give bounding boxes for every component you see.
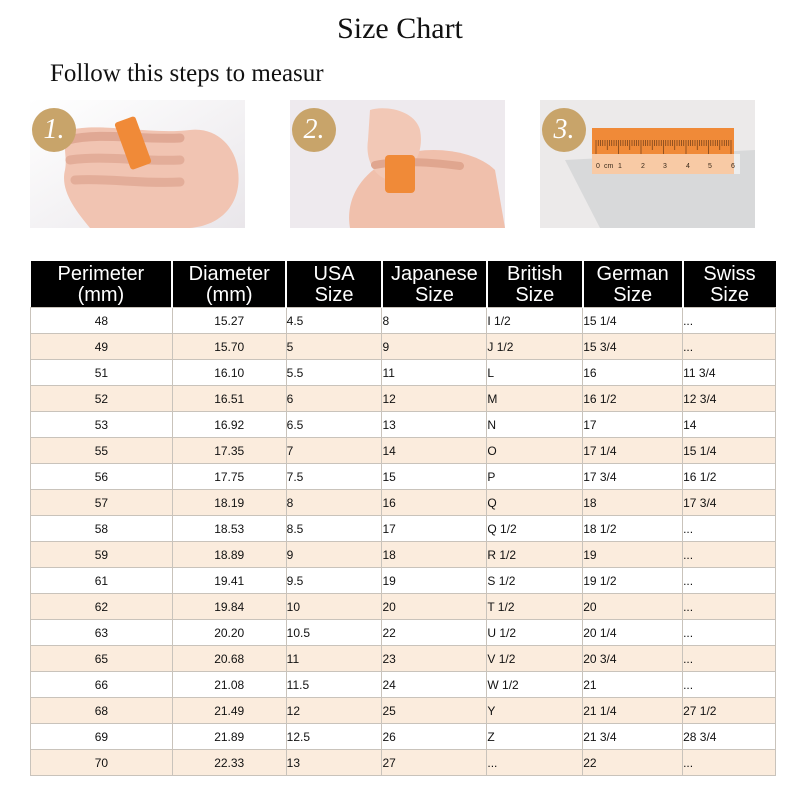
table-cell: ... xyxy=(683,568,776,594)
ruler-label: 3 xyxy=(663,163,667,170)
table-row xyxy=(31,542,776,568)
column-header-line1: USA xyxy=(313,263,355,285)
table-cell: 16 xyxy=(382,490,487,516)
table-row xyxy=(31,334,776,360)
table-cell: 11 3/4 xyxy=(683,360,776,386)
column-header-line2: Size xyxy=(515,284,555,306)
column-header xyxy=(172,261,286,308)
table-cell: 24 xyxy=(382,672,487,698)
table-cell: 8 xyxy=(382,308,487,334)
ruler-label: 5 xyxy=(708,163,712,170)
table-cell: T 1/2 xyxy=(487,594,583,620)
table-row xyxy=(31,360,776,386)
table-cell: 27 xyxy=(382,750,487,776)
table-cell: Q xyxy=(487,490,583,516)
column-header-line2: (mm) xyxy=(77,284,125,306)
table-row xyxy=(31,724,776,750)
table-cell: 11.5 xyxy=(286,672,382,698)
table-cell: 5 xyxy=(286,334,382,360)
table-cell: 12 3/4 xyxy=(683,386,776,412)
table-cell: 20.20 xyxy=(172,620,286,646)
table-cell: ... xyxy=(487,750,583,776)
column-header-line2: Size xyxy=(414,284,454,306)
table-cell: 16 1/2 xyxy=(583,386,683,412)
table-cell: 6.5 xyxy=(286,412,382,438)
table-cell: 16 1/2 xyxy=(683,464,776,490)
table-cell: 58 xyxy=(31,516,173,542)
table-cell: 20.68 xyxy=(172,646,286,672)
table-cell: 19 1/2 xyxy=(583,568,683,594)
table-row xyxy=(31,438,776,464)
table-cell: 17 3/4 xyxy=(583,464,683,490)
table-cell: 48 xyxy=(31,308,173,334)
table-row xyxy=(31,750,776,776)
column-header-line2: Size xyxy=(613,284,653,306)
table-cell: 12 xyxy=(382,386,487,412)
table-cell: 17.75 xyxy=(172,464,286,490)
table-cell: 16 xyxy=(583,360,683,386)
table-cell: W 1/2 xyxy=(487,672,583,698)
table-cell: 27 1/2 xyxy=(683,698,776,724)
table-cell: 9 xyxy=(382,334,487,360)
table-cell: 56 xyxy=(31,464,173,490)
table-cell: 15 xyxy=(382,464,487,490)
table-cell: S 1/2 xyxy=(487,568,583,594)
ruler-label: 2 xyxy=(641,163,645,170)
table-cell: 26 xyxy=(382,724,487,750)
table-cell: 17.35 xyxy=(172,438,286,464)
table-cell: 4.5 xyxy=(286,308,382,334)
table-cell: 5.5 xyxy=(286,360,382,386)
column-header xyxy=(286,261,382,308)
column-header-line1: Perimeter xyxy=(57,263,145,285)
table-cell: 21 xyxy=(583,672,683,698)
table-cell: 51 xyxy=(31,360,173,386)
column-header-line2: Size xyxy=(710,284,749,306)
table-cell: 68 xyxy=(31,698,173,724)
table-row xyxy=(31,698,776,724)
table-cell: 19.41 xyxy=(172,568,286,594)
table-cell: 17 xyxy=(583,412,683,438)
table-cell: 22 xyxy=(583,750,683,776)
table-cell: 16.51 xyxy=(172,386,286,412)
table-cell: 19.84 xyxy=(172,594,286,620)
table-cell: ... xyxy=(683,646,776,672)
step-3-image xyxy=(540,100,755,228)
table-row xyxy=(31,464,776,490)
table-cell: 63 xyxy=(31,620,173,646)
table-row xyxy=(31,308,776,334)
table-cell: 8.5 xyxy=(286,516,382,542)
table-cell: 61 xyxy=(31,568,173,594)
table-cell: 14 xyxy=(683,412,776,438)
table-cell: 18.19 xyxy=(172,490,286,516)
table-cell: 6 xyxy=(286,386,382,412)
table-cell: 13 xyxy=(286,750,382,776)
table-cell: 70 xyxy=(31,750,173,776)
table-cell: 16.10 xyxy=(172,360,286,386)
step-3-number: 3. xyxy=(542,108,586,152)
table-cell: 25 xyxy=(382,698,487,724)
table-cell: U 1/2 xyxy=(487,620,583,646)
table-cell: 14 xyxy=(382,438,487,464)
table-cell: L xyxy=(487,360,583,386)
table-cell: ... xyxy=(683,308,776,334)
column-header-line1: Swiss xyxy=(703,263,756,285)
page-title: Size Chart xyxy=(337,12,463,45)
table-cell: R 1/2 xyxy=(487,542,583,568)
table-row xyxy=(31,412,776,438)
table-cell: 19 xyxy=(382,568,487,594)
table-cell: 49 xyxy=(31,334,173,360)
table-cell: 20 xyxy=(583,594,683,620)
column-header-line1: Japanese xyxy=(391,263,478,285)
ruler-label: 0 xyxy=(596,163,600,170)
table-cell: 18 xyxy=(382,542,487,568)
table-cell: 11 xyxy=(382,360,487,386)
table-cell: ... xyxy=(683,620,776,646)
instructions-heading: Follow this steps to measur xyxy=(50,60,324,87)
column-header-line1: German xyxy=(596,263,669,285)
column-header-line2: (mm) xyxy=(205,284,253,306)
table-cell: 7 xyxy=(286,438,382,464)
table-row xyxy=(31,620,776,646)
table-cell: 21 1/4 xyxy=(583,698,683,724)
table-cell: 10 xyxy=(286,594,382,620)
table-cell: ... xyxy=(683,516,776,542)
ruler-label: 1 xyxy=(618,163,622,170)
table-cell: 21 3/4 xyxy=(583,724,683,750)
step-2-number: 2. xyxy=(292,108,336,152)
measurement-steps xyxy=(0,100,800,230)
table-cell: J 1/2 xyxy=(487,334,583,360)
table-cell: 21.08 xyxy=(172,672,286,698)
table-cell: 28 3/4 xyxy=(683,724,776,750)
table-cell: 53 xyxy=(31,412,173,438)
table-cell: P xyxy=(487,464,583,490)
table-cell: 22.33 xyxy=(172,750,286,776)
step-1-number: 1. xyxy=(32,108,76,152)
table-cell: ... xyxy=(683,750,776,776)
column-header-line1: British xyxy=(506,263,563,285)
table-row xyxy=(31,594,776,620)
table-cell: 17 3/4 xyxy=(683,490,776,516)
table-cell: 21.89 xyxy=(172,724,286,750)
table-cell: 15 1/4 xyxy=(683,438,776,464)
table-cell: 12.5 xyxy=(286,724,382,750)
column-header-line1: Diameter xyxy=(188,263,270,285)
table-cell: 22 xyxy=(382,620,487,646)
table-cell: O xyxy=(487,438,583,464)
table-cell: 20 3/4 xyxy=(583,646,683,672)
table-cell: 10.5 xyxy=(286,620,382,646)
ruler-label: 6 xyxy=(731,163,735,170)
table-cell: 57 xyxy=(31,490,173,516)
table-body xyxy=(31,308,776,776)
table-cell: ... xyxy=(683,542,776,568)
table-cell: 66 xyxy=(31,672,173,698)
table-cell: 55 xyxy=(31,438,173,464)
step-2-image xyxy=(290,100,505,228)
table-cell: 11 xyxy=(286,646,382,672)
table-row xyxy=(31,568,776,594)
table-cell: 7.5 xyxy=(286,464,382,490)
table-cell: 62 xyxy=(31,594,173,620)
table-row xyxy=(31,516,776,542)
table-row xyxy=(31,386,776,412)
ruler-label: cm xyxy=(604,163,614,170)
column-header-line2: Size xyxy=(314,284,354,306)
table-cell: ... xyxy=(683,672,776,698)
table-cell: I 1/2 xyxy=(487,308,583,334)
table-cell: 59 xyxy=(31,542,173,568)
column-header xyxy=(31,261,173,308)
table-cell: 69 xyxy=(31,724,173,750)
table-cell: Z xyxy=(487,724,583,750)
table-cell: V 1/2 xyxy=(487,646,583,672)
table-row xyxy=(31,646,776,672)
table-cell: 16.92 xyxy=(172,412,286,438)
table-cell: ... xyxy=(683,594,776,620)
table-cell: 9 xyxy=(286,542,382,568)
table-cell: 9.5 xyxy=(286,568,382,594)
table-cell: 18.53 xyxy=(172,516,286,542)
table-row xyxy=(31,490,776,516)
table-cell: Q 1/2 xyxy=(487,516,583,542)
table-cell: 15 3/4 xyxy=(583,334,683,360)
table-row xyxy=(31,672,776,698)
table-cell: 15.27 xyxy=(172,308,286,334)
table-cell: 17 xyxy=(382,516,487,542)
table-cell: 20 1/4 xyxy=(583,620,683,646)
table-cell: 19 xyxy=(583,542,683,568)
table-cell: 18 1/2 xyxy=(583,516,683,542)
ring-size-table xyxy=(30,261,776,776)
column-header xyxy=(683,261,776,308)
step-1-image xyxy=(30,100,245,228)
column-header xyxy=(583,261,683,308)
table-cell: 12 xyxy=(286,698,382,724)
table-cell: 65 xyxy=(31,646,173,672)
table-header-row xyxy=(31,261,776,308)
table-cell: 23 xyxy=(382,646,487,672)
table-cell: 13 xyxy=(382,412,487,438)
table-cell: 18 xyxy=(583,490,683,516)
table-cell: N xyxy=(487,412,583,438)
table-cell: ... xyxy=(683,334,776,360)
table-cell: M xyxy=(487,386,583,412)
table-cell: 8 xyxy=(286,490,382,516)
ruler-label: 4 xyxy=(686,163,690,170)
table-cell: 15 1/4 xyxy=(583,308,683,334)
table-cell: 18.89 xyxy=(172,542,286,568)
table-cell: 20 xyxy=(382,594,487,620)
table-cell: 21.49 xyxy=(172,698,286,724)
table-cell: 15.70 xyxy=(172,334,286,360)
table-cell: 52 xyxy=(31,386,173,412)
column-header xyxy=(487,261,583,308)
table-cell: 17 1/4 xyxy=(583,438,683,464)
column-header xyxy=(382,261,487,308)
table-cell: Y xyxy=(487,698,583,724)
